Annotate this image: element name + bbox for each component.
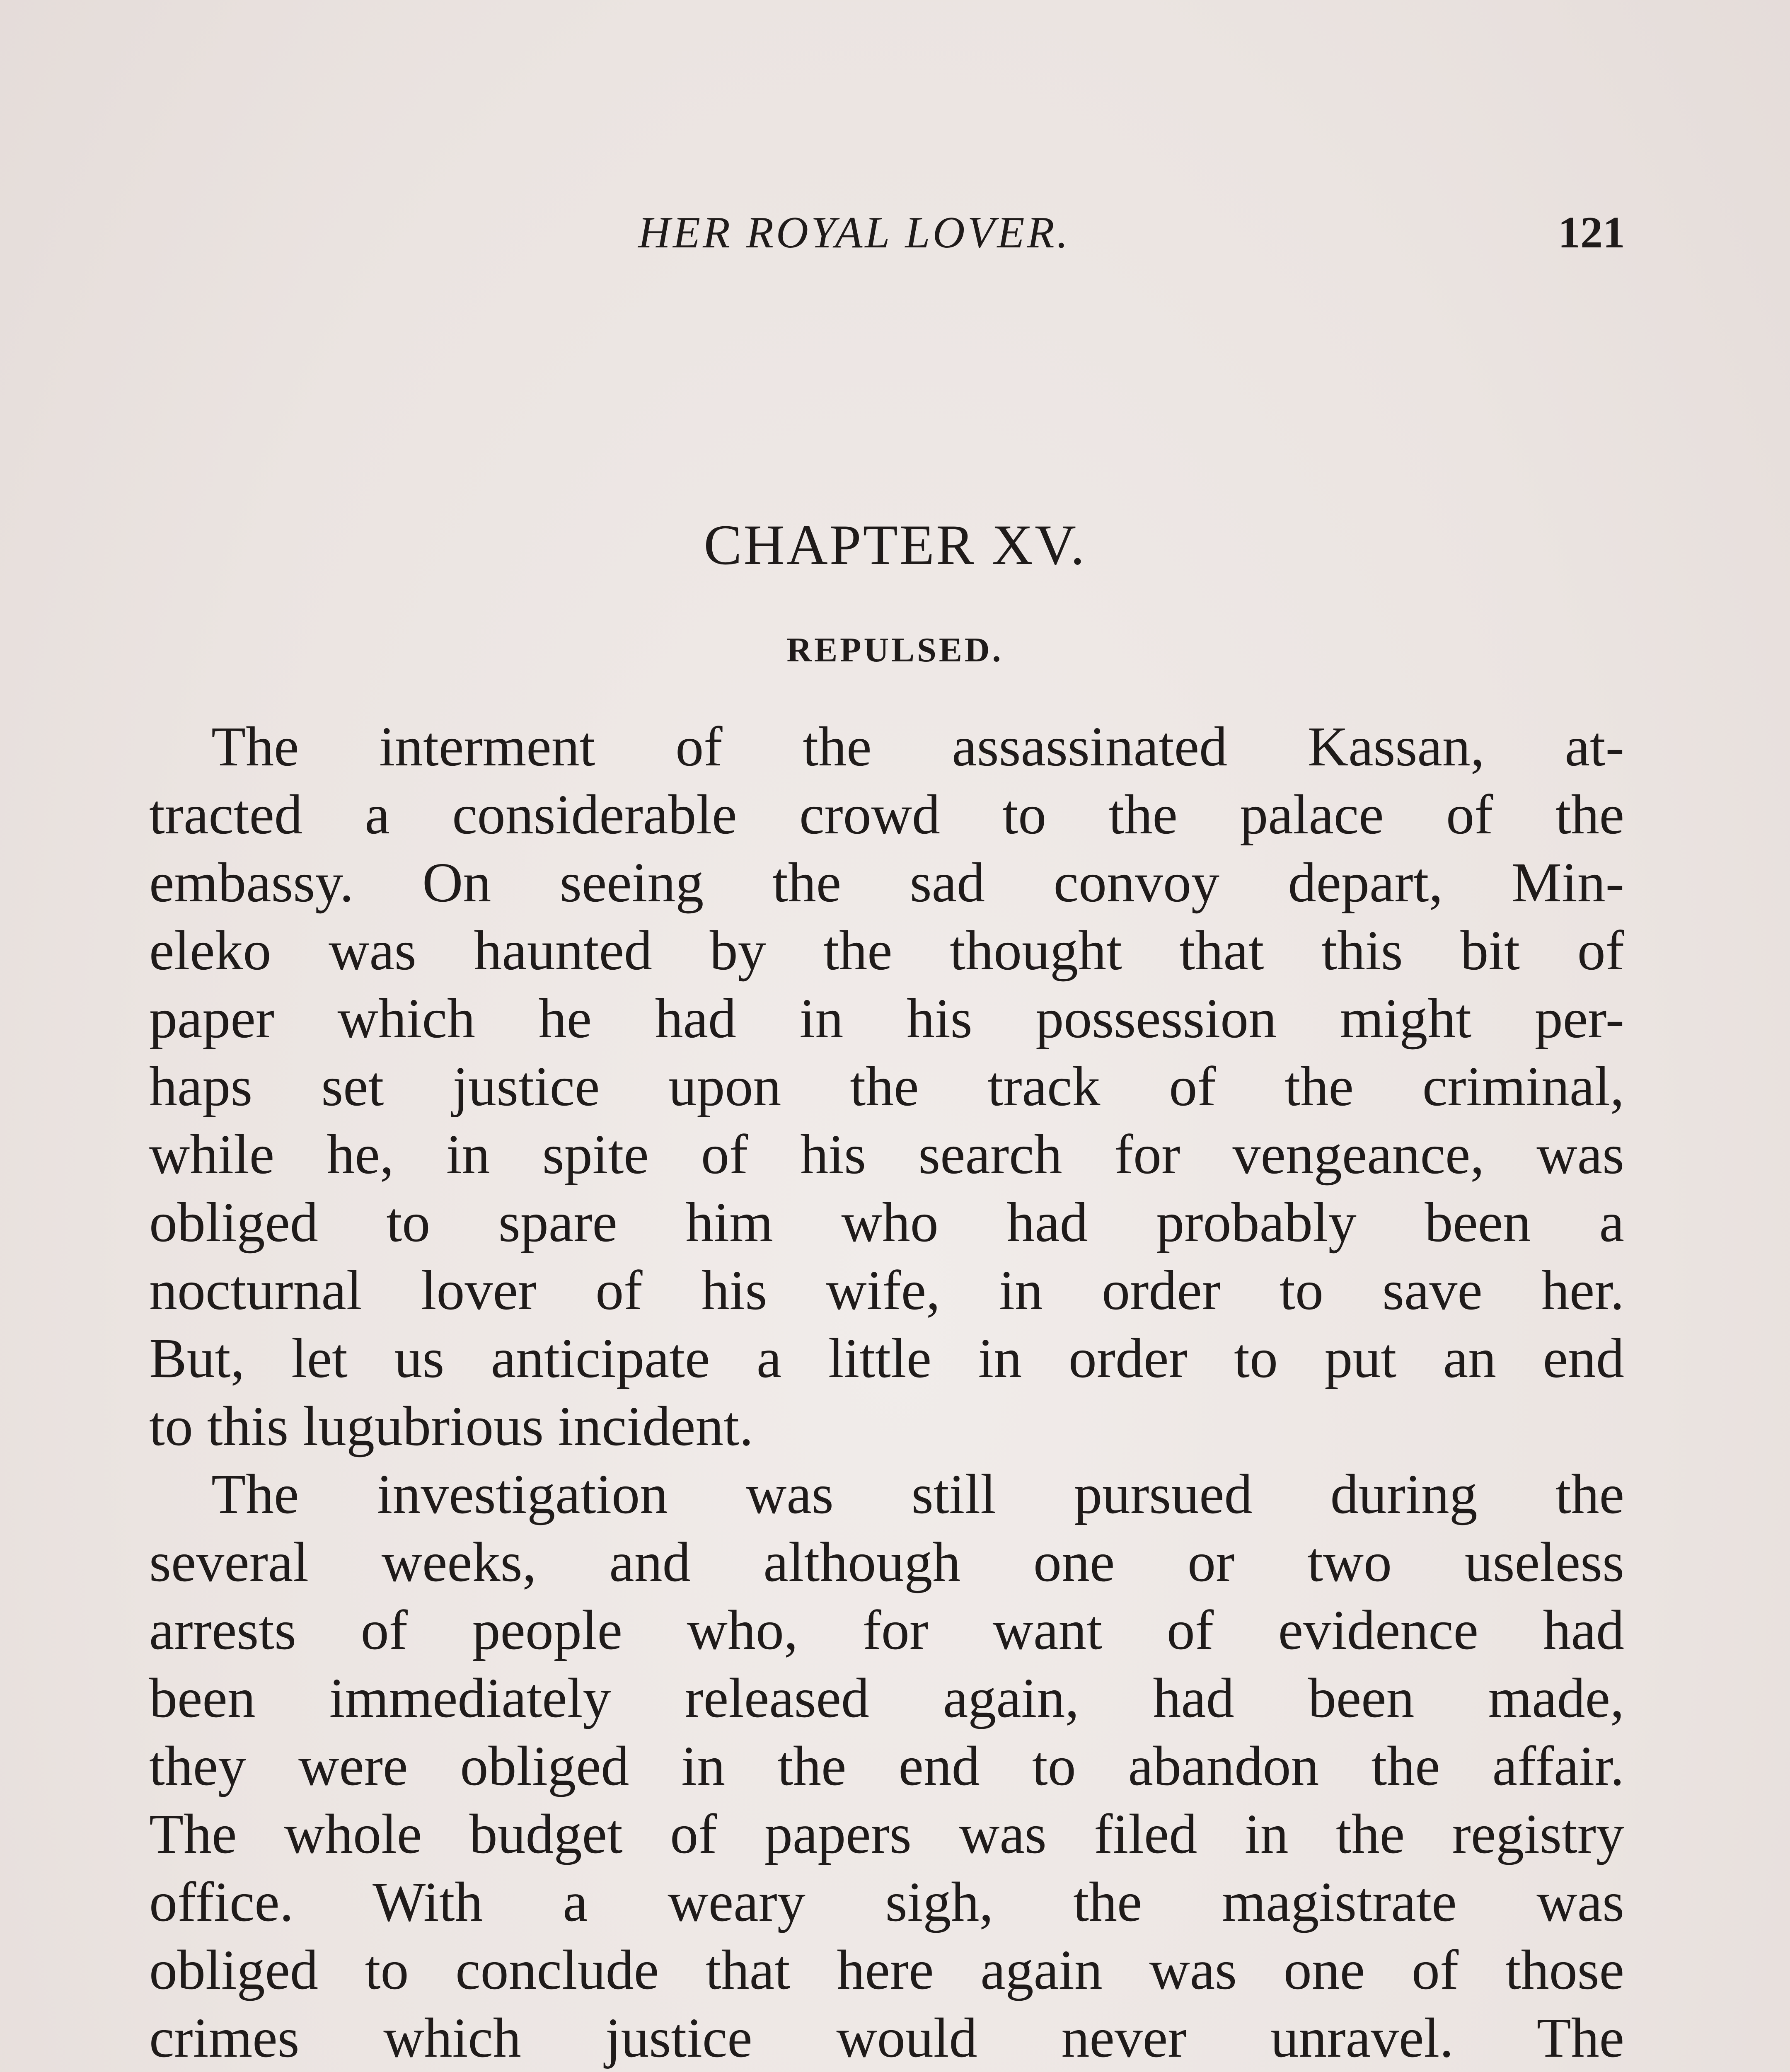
text-line: they were obliged in the end to abandon the affair. (149, 1735, 1624, 1797)
text-line: obliged to conclude that here again was one of those (149, 1939, 1624, 2001)
text-line: But, let us anticipate a little in order to put an end (149, 1327, 1624, 1389)
text-line: obliged to spare him who had probably been a (149, 1191, 1624, 1254)
text-line: office. With a weary sigh, the magistrate was (149, 1871, 1624, 1933)
text-line: nocturnal lover of his wife, in order to save her. (149, 1259, 1624, 1322)
text-line: tracted a considerable crowd to the palace of the (149, 784, 1624, 846)
body-text (149, 713, 1624, 2072)
text-line: to this lugubrious incident. (149, 1395, 754, 1457)
text-line: The whole budget of papers was filed in the registry (149, 1803, 1624, 1865)
running-title: HER ROYAL LOVER. (638, 208, 1071, 257)
text-line: The interment of the assassinated Kassan, at- (211, 716, 1624, 778)
chapter-subtitle: REPULSED. (786, 631, 1004, 669)
text-line: been immediately released again, had been made, (149, 1667, 1624, 1729)
text-line: eleko was haunted by the thought that this bit of (149, 920, 1624, 982)
text-line: several weeks, and although one or two useless (149, 1531, 1624, 1593)
text-line: embassy. On seeing the sad convoy depart, Min- (149, 852, 1624, 914)
text-line: haps set justice upon the track of the criminal, (149, 1055, 1624, 1118)
page-number: 121 (1558, 208, 1625, 257)
text-line: arrests of people who, for want of evidence had (149, 1599, 1624, 1661)
text-line: paper which he had in his possession might per- (149, 988, 1624, 1050)
text-line: crimes which justice would never unravel. The (149, 2007, 1624, 2069)
chapter-title: CHAPTER XV. (704, 513, 1086, 576)
text-line: The investigation was still pursued during the (211, 1463, 1624, 1525)
running-head (0, 207, 1790, 269)
text-line: while he, in spite of his search for vengeance, was (149, 1123, 1624, 1186)
